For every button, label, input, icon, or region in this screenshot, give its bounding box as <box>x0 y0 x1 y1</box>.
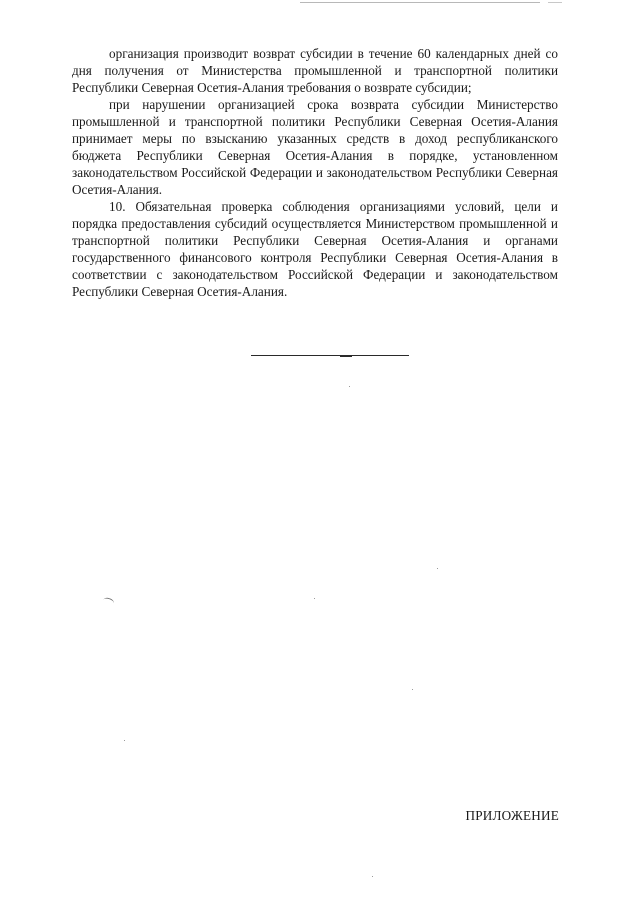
appendix-heading: ПРИЛОЖЕНИЕ <box>465 808 559 823</box>
scan-speck <box>437 568 438 569</box>
scan-artifact-mark <box>102 596 115 606</box>
scan-speck <box>314 598 315 599</box>
scan-speck <box>412 689 413 690</box>
scan-speck <box>349 386 350 387</box>
paragraph-violation-measures: при нарушении организацией срока возврата субсидии Министерство промышленной и транспортной политики Республики Северная Осетия-Алания принимает меры по взысканию указанных средств в доход республиканского бюджета Республики Северная Осетия-Алания в порядке, установленном законодательством Российской Федерации и законодательством Республики Северная Осетия-Алания. <box>72 97 558 197</box>
paragraph-compliance-check: 10. Обязательная проверка соблюдения организациями условий, цели и порядка предоставления субсидий осуществляется Министерством промышленной и транспортной политики Республики Северная Осетия-Алания и органами государственного финансового контроля Республики Северная Осетия-Алания в соответствии с законодательством Российской Федерации и законодательством Республики Северная Осетия-Алания. <box>72 199 558 299</box>
paragraph-return-subsidy: организация производит возврат субсидии в течение 60 календарных дней со дня получения от Министерства промышленной и транспортной политики Республики Северная Осетия-Алания требования о возврате субсидии; <box>72 46 558 95</box>
document-body <box>72 45 558 300</box>
section-divider-mark <box>340 355 352 357</box>
scan-edge-line <box>300 2 540 3</box>
scan-speck <box>372 876 373 877</box>
scan-edge-tick <box>548 2 562 3</box>
section-divider-line <box>251 355 409 356</box>
scan-speck <box>124 740 125 741</box>
